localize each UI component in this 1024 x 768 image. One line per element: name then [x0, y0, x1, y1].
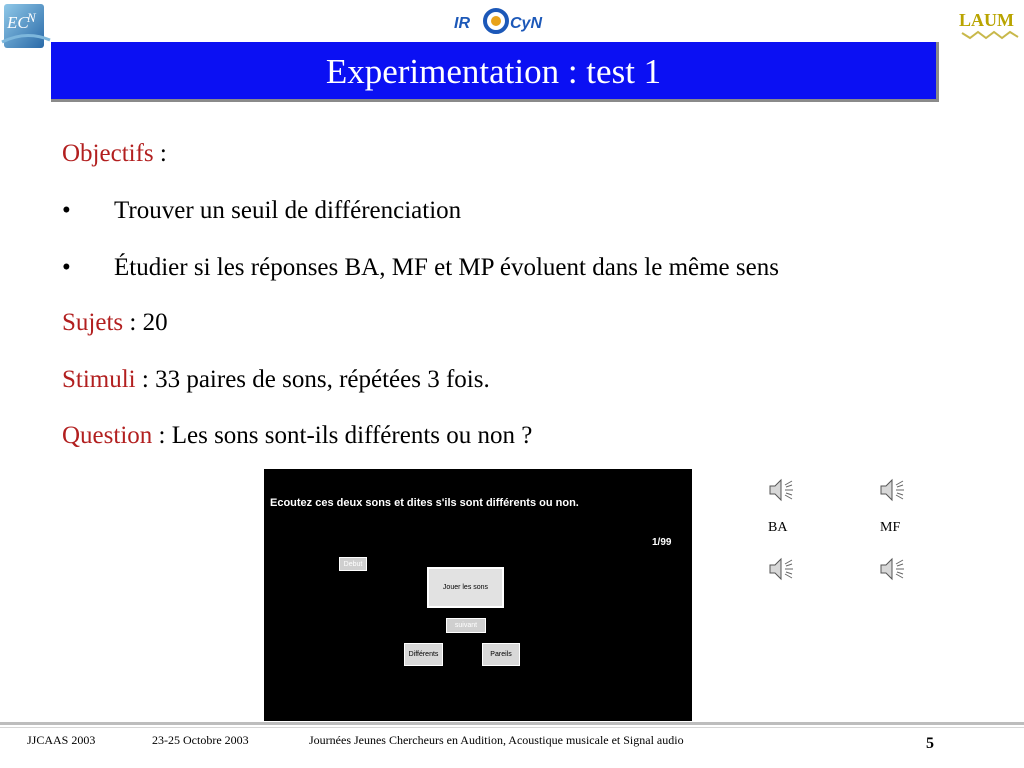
ecn-logo — [0, 0, 52, 52]
svg-text:CyN: CyN — [510, 15, 543, 32]
footer-divider-thin — [0, 727, 1024, 728]
bullet-text: Trouver un seuil de différenciation — [114, 197, 462, 224]
footer-dates: 23-25 Octobre 2003 — [152, 733, 249, 747]
objectifs-line — [62, 140, 167, 168]
differents-button[interactable]: Différents — [404, 643, 443, 666]
debut-button[interactable]: Debut — [339, 557, 367, 571]
pareils-button[interactable]: Pareils — [482, 643, 520, 666]
trial-counter: 1/99 — [652, 537, 672, 548]
footer-divider — [0, 722, 1024, 725]
footer-conference: JJCAAS 2003 — [27, 733, 96, 747]
question-label: Question — [62, 422, 153, 449]
audio-label-ba: BA — [768, 520, 788, 535]
sujets-label: Sujets — [62, 309, 124, 336]
question-line — [62, 422, 532, 450]
sujets-value: : 20 — [123, 309, 168, 336]
experiment-instruction: Ecoutez ces deux sons et dites s'ils sont différents ou non. — [270, 497, 579, 509]
objectifs-colon: : — [153, 140, 167, 167]
speaker-icon[interactable] — [879, 477, 907, 503]
objectifs-label: Objectifs — [62, 140, 154, 167]
footer-event: Journées Jeunes Chercheurs en Audition, Acoustique musicale et Signal audio — [309, 733, 684, 747]
experiment-screenshot — [264, 469, 692, 721]
sujets-line — [62, 309, 168, 337]
speaker-icon[interactable] — [768, 477, 796, 503]
bullet-icon: • — [62, 197, 71, 224]
suivant-button[interactable]: suivant — [446, 618, 486, 633]
speaker-icon[interactable] — [768, 556, 796, 582]
question-value: : Les sons sont-ils différents ou non ? — [152, 422, 533, 449]
svg-text:IR: IR — [454, 15, 470, 32]
svg-text:EC: EC — [7, 13, 29, 32]
stimuli-line — [62, 366, 490, 394]
bullet-text: Étudier si les réponses BA, MF et MP évoluent dans le même sens — [114, 254, 779, 281]
title-bar — [51, 42, 939, 102]
svg-text:N: N — [27, 10, 36, 25]
audio-label-mf: MF — [880, 520, 901, 535]
slide-title: Experimentation : test 1 — [325, 52, 662, 91]
svg-text:LAUM: LAUM — [959, 10, 1014, 30]
page-number: 5 — [926, 735, 934, 752]
bullet-icon: • — [62, 254, 71, 281]
irccyn-logo — [452, 6, 556, 38]
play-sounds-button[interactable]: Jouer les sons — [427, 567, 504, 608]
stimuli-value: : 33 paires de sons, répétées 3 fois. — [135, 366, 490, 393]
stimuli-label: Stimuli — [62, 366, 136, 393]
speaker-icon[interactable] — [879, 556, 907, 582]
laum-logo — [956, 6, 1024, 40]
